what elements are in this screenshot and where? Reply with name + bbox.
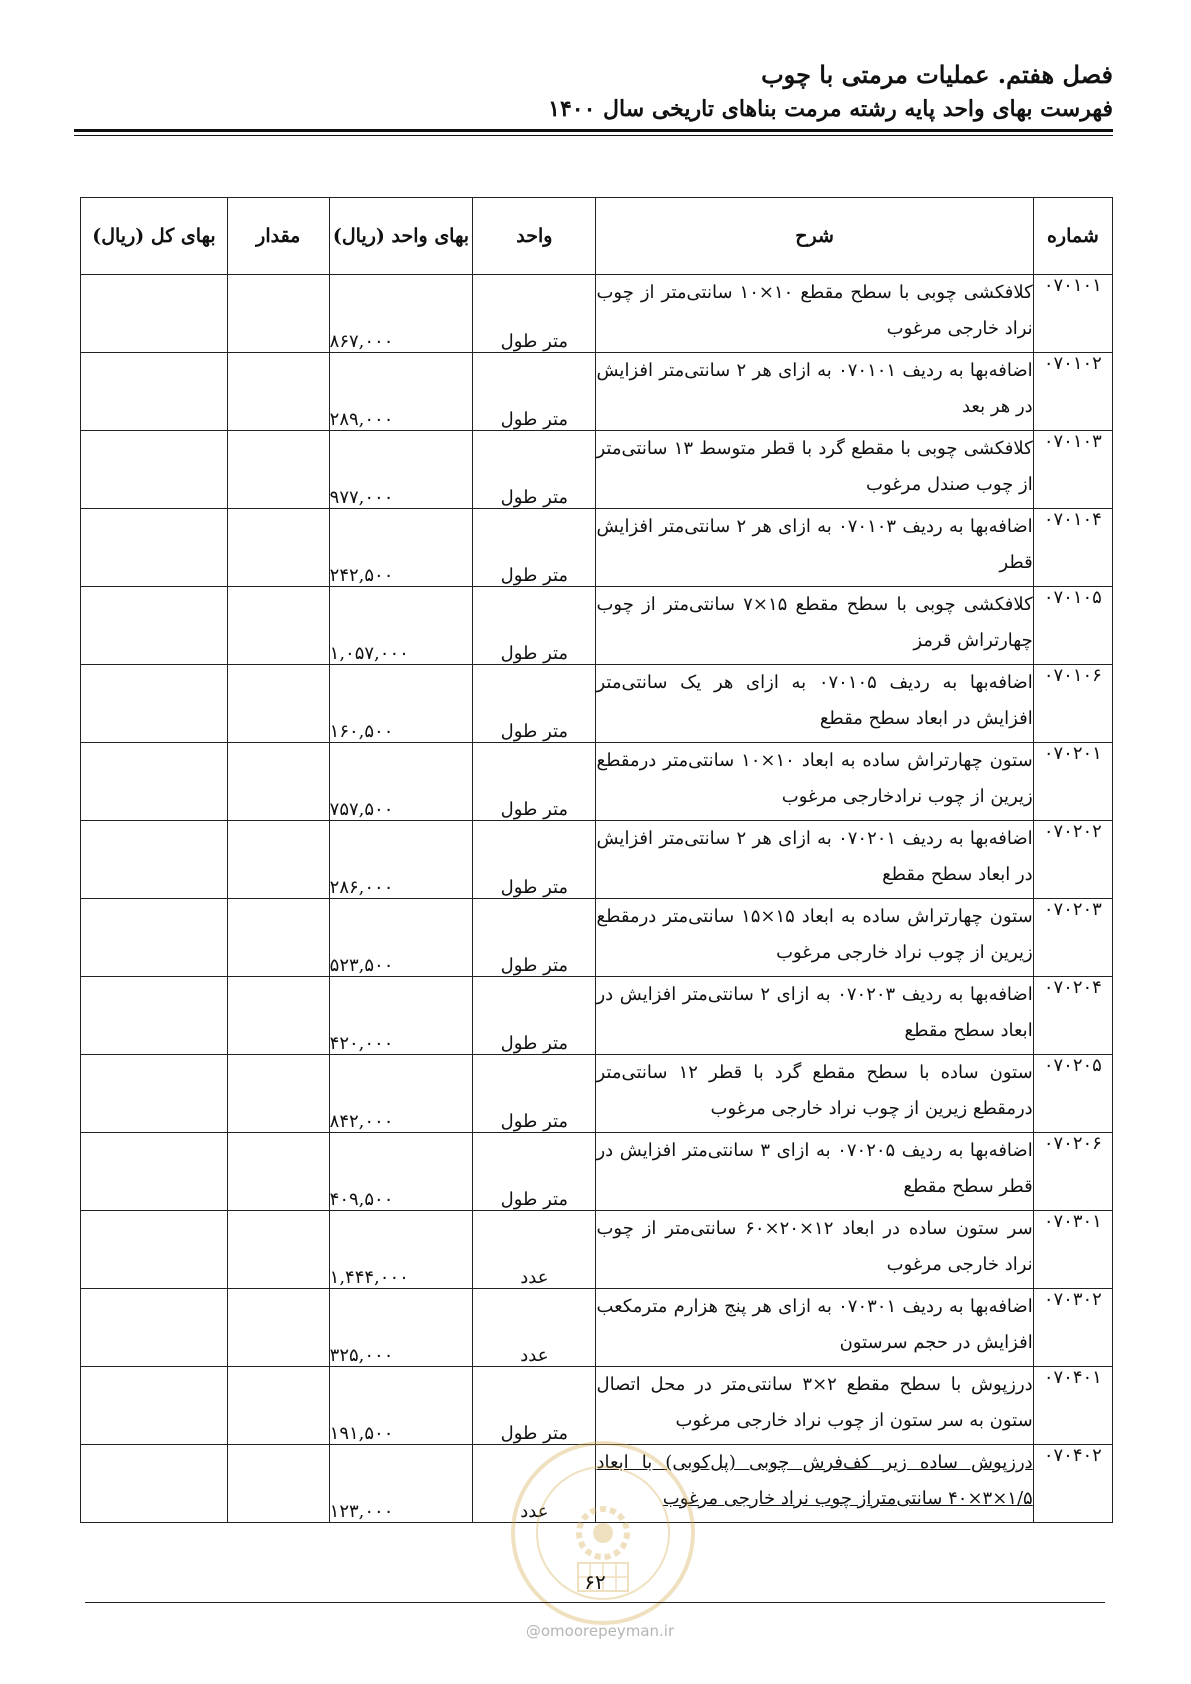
row-quantity bbox=[227, 899, 329, 977]
row-code: ۰۷۰۱۰۲ bbox=[1033, 353, 1112, 431]
row-code: ۰۷۰۲۰۱ bbox=[1033, 743, 1112, 821]
row-description: اضافه‌بها به ردیف ۰۷۰۲۰۱ به ازای هر ۲ سانتی‌متر افزایش در ابعاد سطح مقطع bbox=[596, 821, 1033, 899]
table-row bbox=[81, 899, 1113, 977]
row-quantity bbox=[227, 509, 329, 587]
row-total-price bbox=[81, 1367, 228, 1445]
row-quantity bbox=[227, 1289, 329, 1367]
row-unit: عدد bbox=[473, 1211, 596, 1289]
table-row bbox=[81, 509, 1113, 587]
row-description: ستون چهارتراش ساده به ابعاد ۱۵×۱۵ سانتی‌متر درمقطع زیرین از چوب نراد خارجی مرغوب bbox=[596, 899, 1033, 977]
row-code: ۰۷۰۱۰۴ bbox=[1033, 509, 1112, 587]
row-quantity bbox=[227, 275, 329, 353]
table-row bbox=[81, 1133, 1113, 1211]
table-row bbox=[81, 665, 1113, 743]
row-unit: متر طول bbox=[473, 977, 596, 1055]
table-row bbox=[81, 275, 1113, 353]
table-row bbox=[81, 821, 1113, 899]
column-header-unit-price: بهای واحد (ریال) bbox=[329, 198, 473, 275]
row-quantity bbox=[227, 1367, 329, 1445]
row-quantity bbox=[227, 431, 329, 509]
row-unit-price: ۷۵۷,۵۰۰ bbox=[329, 743, 473, 821]
row-unit-price: ۳۲۵,۰۰۰ bbox=[329, 1289, 473, 1367]
row-description: کلافکشی چوبی با مقطع گرد با قطر متوسط ۱۳ سانتی‌متر از چوب صندل مرغوب bbox=[596, 431, 1033, 509]
row-unit-price: ۲۴۲,۵۰۰ bbox=[329, 509, 473, 587]
row-unit: عدد bbox=[473, 1445, 596, 1523]
row-unit-price: ۸۴۲,۰۰۰ bbox=[329, 1055, 473, 1133]
row-code: ۰۷۰۴۰۱ bbox=[1033, 1367, 1112, 1445]
row-description: درزپوش با سطح مقطع ۲×۳ سانتی‌متر در محل اتصال ستون به سر ستون از چوب نراد خارجی مرغوب bbox=[596, 1367, 1033, 1445]
row-unit-price: ۹۷۷,۰۰۰ bbox=[329, 431, 473, 509]
row-description: اضافه‌بها به ردیف ۰۷۰۳۰۱ به ازای هر پنج هزارم مترمکعب افزایش در حجم سرستون bbox=[596, 1289, 1033, 1367]
row-code: ۰۷۰۲۰۲ bbox=[1033, 821, 1112, 899]
page-number: ۶۲ bbox=[584, 1570, 606, 1594]
column-header-total-price: بهای کل (ریال) bbox=[81, 198, 228, 275]
row-total-price bbox=[81, 1211, 228, 1289]
header-rule-thick bbox=[74, 129, 1113, 132]
page-header bbox=[73, 58, 1113, 126]
row-unit: متر طول bbox=[473, 1055, 596, 1133]
chapter-title: فصل هفتم. عملیات مرمتی با چوب bbox=[761, 60, 1113, 89]
row-unit-price: ۱۹۱,۵۰۰ bbox=[329, 1367, 473, 1445]
row-description: ستون چهارتراش ساده به ابعاد ۱۰×۱۰ سانتی‌متر درمقطع زیرین از چوب نرادخارجی مرغوب bbox=[596, 743, 1033, 821]
row-quantity bbox=[227, 977, 329, 1055]
row-unit: متر طول bbox=[473, 665, 596, 743]
row-unit: متر طول bbox=[473, 899, 596, 977]
row-code: ۰۷۰۳۰۲ bbox=[1033, 1289, 1112, 1367]
row-unit: متر طول bbox=[473, 275, 596, 353]
row-unit: متر طول bbox=[473, 821, 596, 899]
row-code: ۰۷۰۱۰۳ bbox=[1033, 431, 1112, 509]
row-code: ۰۷۰۲۰۶ bbox=[1033, 1133, 1112, 1211]
row-unit-price: ۴۰۹,۵۰۰ bbox=[329, 1133, 473, 1211]
table-row bbox=[81, 1055, 1113, 1133]
row-description: کلافکشی چوبی با سطح مقطع ۱۵×۷ سانتی‌متر از چوب چهارتراش قرمز bbox=[596, 587, 1033, 665]
table-body bbox=[81, 275, 1113, 1523]
row-total-price bbox=[81, 1445, 228, 1523]
row-description: اضافه‌بها به ردیف ۰۷۰۲۰۳ به ازای ۲ سانتی‌متر افزایش در ابعاد سطح مقطع bbox=[596, 977, 1033, 1055]
column-header-code: شماره bbox=[1033, 198, 1112, 275]
row-description: کلافکشی چوبی با سطح مقطع ۱۰×۱۰ سانتی‌متر از چوب نراد خارجی مرغوب bbox=[596, 275, 1033, 353]
row-unit-price: ۱۲۳,۰۰۰ bbox=[329, 1445, 473, 1523]
row-unit-price: ۴۲۰,۰۰۰ bbox=[329, 977, 473, 1055]
table-row bbox=[81, 587, 1113, 665]
row-unit-price: ۲۸۶,۰۰۰ bbox=[329, 821, 473, 899]
row-total-price bbox=[81, 509, 228, 587]
table-row bbox=[81, 1211, 1113, 1289]
row-quantity bbox=[227, 353, 329, 431]
row-total-price bbox=[81, 431, 228, 509]
row-quantity bbox=[227, 1445, 329, 1523]
row-total-price bbox=[81, 665, 228, 743]
row-unit-price: ۲۸۹,۰۰۰ bbox=[329, 353, 473, 431]
table-header-row bbox=[81, 198, 1113, 275]
table-row bbox=[81, 743, 1113, 821]
row-total-price bbox=[81, 1133, 228, 1211]
row-total-price bbox=[81, 275, 228, 353]
row-description: اضافه‌بها به ردیف ۰۷۰۲۰۵ به ازای ۳ سانتی‌متر افزایش در قطر سطح مقطع bbox=[596, 1133, 1033, 1211]
row-code: ۰۷۰۱۰۵ bbox=[1033, 587, 1112, 665]
row-unit-price: ۸۶۷,۰۰۰ bbox=[329, 275, 473, 353]
table-row bbox=[81, 431, 1113, 509]
row-unit: متر طول bbox=[473, 743, 596, 821]
row-code: ۰۷۰۲۰۳ bbox=[1033, 899, 1112, 977]
row-total-price bbox=[81, 821, 228, 899]
table-row bbox=[81, 353, 1113, 431]
row-description: اضافه‌بها به ردیف ۰۷۰۱۰۳ به ازای هر ۲ سانتی‌متر افزایش قطر bbox=[596, 509, 1033, 587]
row-quantity bbox=[227, 1055, 329, 1133]
column-header-description: شرح bbox=[596, 198, 1033, 275]
row-quantity bbox=[227, 587, 329, 665]
header-rule-thin bbox=[74, 135, 1113, 136]
row-unit-price: ۱,۴۴۴,۰۰۰ bbox=[329, 1211, 473, 1289]
table-row bbox=[81, 1367, 1113, 1445]
row-total-price bbox=[81, 587, 228, 665]
table-row bbox=[81, 1289, 1113, 1367]
row-total-price bbox=[81, 743, 228, 821]
watermark-url: @omoorepeyman.ir bbox=[525, 1622, 675, 1640]
footer-rule bbox=[85, 1602, 1105, 1603]
row-unit: متر طول bbox=[473, 1367, 596, 1445]
row-code: ۰۷۰۳۰۱ bbox=[1033, 1211, 1112, 1289]
row-description: ستون ساده با سطح مقطع گرد با قطر ۱۲ سانتی‌متر درمقطع زیرین از چوب نراد خارجی مرغوب bbox=[596, 1055, 1033, 1133]
row-unit: متر طول bbox=[473, 1133, 596, 1211]
row-unit: متر طول bbox=[473, 587, 596, 665]
row-total-price bbox=[81, 1289, 228, 1367]
row-code: ۰۷۰۴۰۲ bbox=[1033, 1445, 1112, 1523]
row-quantity bbox=[227, 665, 329, 743]
row-unit-price: ۱۶۰,۵۰۰ bbox=[329, 665, 473, 743]
row-total-price bbox=[81, 1055, 228, 1133]
row-unit-price: ۵۲۳,۵۰۰ bbox=[329, 899, 473, 977]
row-code: ۰۷۰۱۰۶ bbox=[1033, 665, 1112, 743]
row-unit: متر طول bbox=[473, 353, 596, 431]
row-code: ۰۷۰۲۰۵ bbox=[1033, 1055, 1112, 1133]
row-description: اضافه‌بها به ردیف ۰۷۰۱۰۱ به ازای هر ۲ سانتی‌متر افزایش در هر بعد bbox=[596, 353, 1033, 431]
row-quantity bbox=[227, 1211, 329, 1289]
row-quantity bbox=[227, 743, 329, 821]
row-unit-price: ۱,۰۵۷,۰۰۰ bbox=[329, 587, 473, 665]
row-unit: متر طول bbox=[473, 509, 596, 587]
column-header-quantity: مقدار bbox=[227, 198, 329, 275]
row-quantity bbox=[227, 821, 329, 899]
row-description: سر ستون ساده در ابعاد ۱۲×۲۰×۶۰ سانتی‌متر از چوب نراد خارجی مرغوب bbox=[596, 1211, 1033, 1289]
row-code: ۰۷۰۱۰۱ bbox=[1033, 275, 1112, 353]
row-unit: عدد bbox=[473, 1289, 596, 1367]
row-description: درزپوش ساده زیر کف‌فرش چوبی (پل‌کوبی) با ابعاد ۱/۵×۳×۴۰ سانتی‌متراز چوب نراد خارجی مرغوب bbox=[596, 1445, 1033, 1523]
row-total-price bbox=[81, 977, 228, 1055]
price-table bbox=[80, 197, 1113, 1523]
row-unit: متر طول bbox=[473, 431, 596, 509]
table-row bbox=[81, 977, 1113, 1055]
row-description: اضافه‌بها به ردیف ۰۷۰۱۰۵ به ازای هر یک سانتی‌متر افزایش در ابعاد سطح مقطع bbox=[596, 665, 1033, 743]
column-header-unit: واحد bbox=[473, 198, 596, 275]
row-total-price bbox=[81, 899, 228, 977]
row-quantity bbox=[227, 1133, 329, 1211]
row-total-price bbox=[81, 353, 228, 431]
list-title: فهرست بهای واحد پایه رشته مرمت بناهای تاریخی سال ۱۴۰۰ bbox=[548, 96, 1113, 122]
table-row bbox=[81, 1445, 1113, 1523]
row-code: ۰۷۰۲۰۴ bbox=[1033, 977, 1112, 1055]
